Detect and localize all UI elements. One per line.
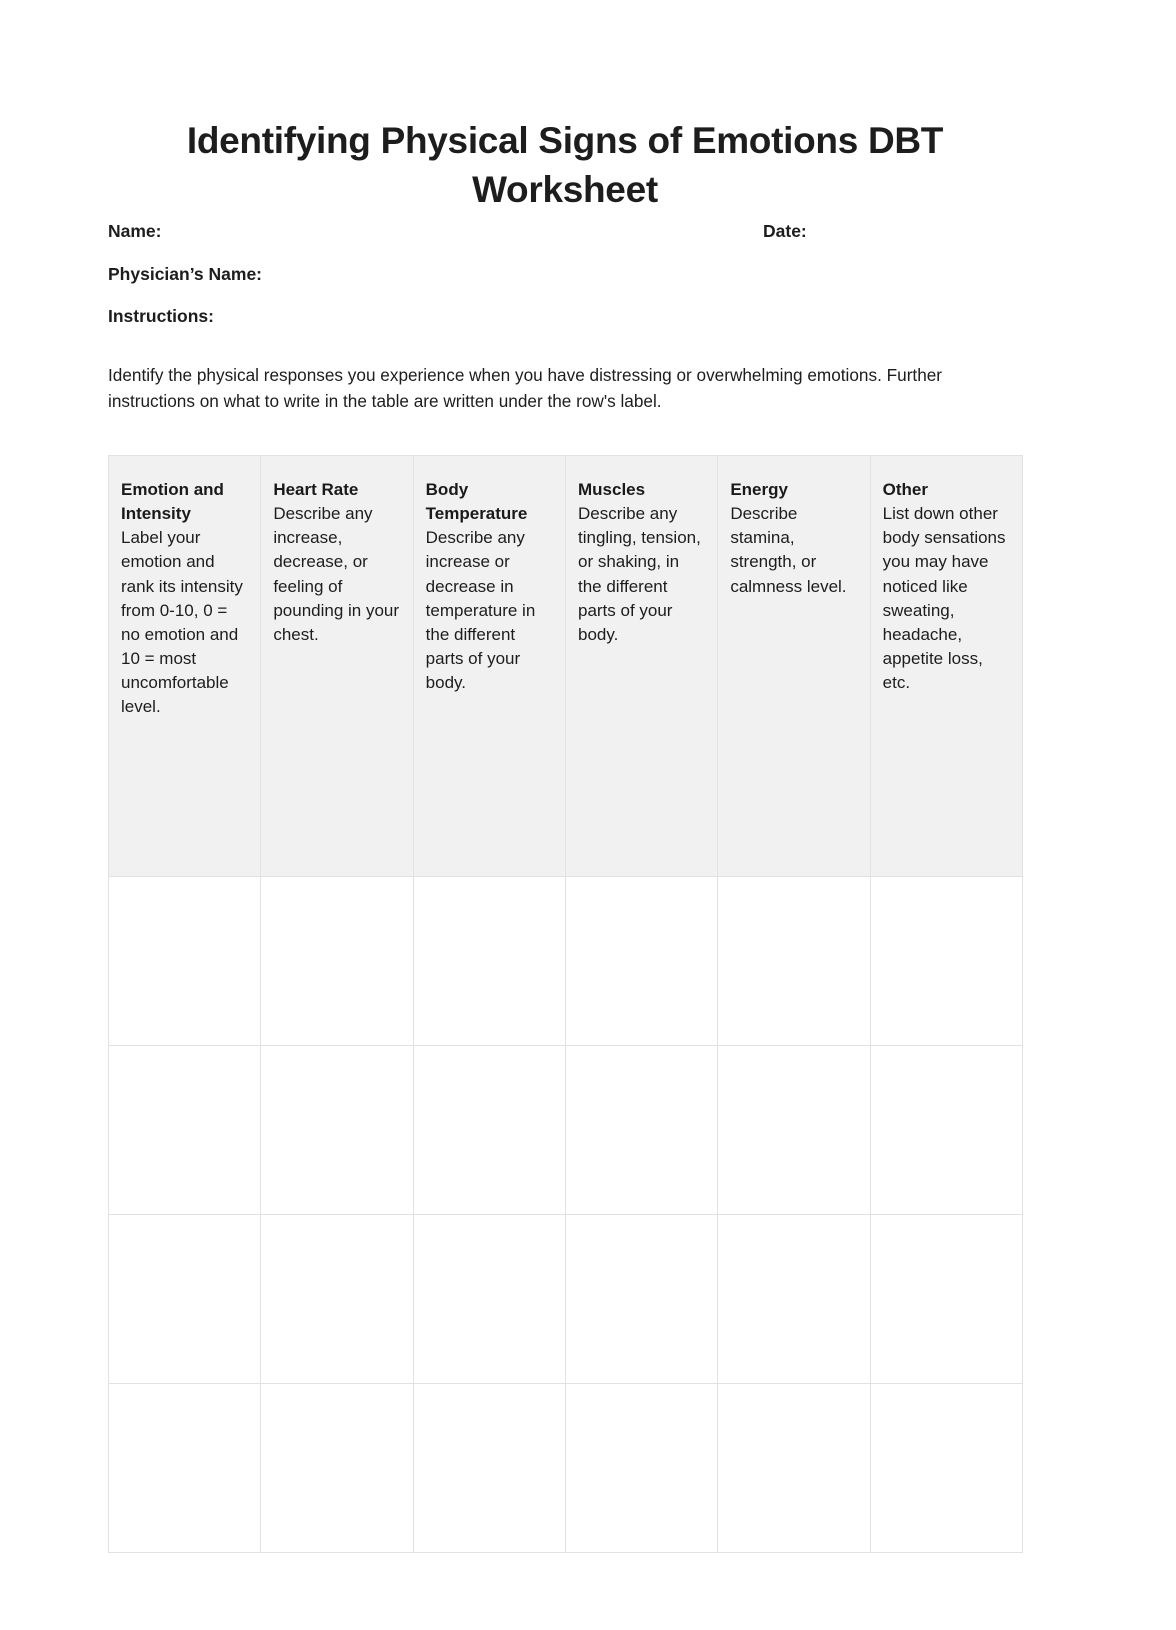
table-entry-cell[interactable] — [565, 1215, 717, 1384]
column-description: List down other body sensations you may have noticed like sweating, headache, appetite loss, etc. — [882, 504, 1006, 692]
column-header-muscles — [565, 456, 717, 877]
table-entry-cell[interactable] — [870, 1215, 1022, 1384]
column-title: Muscles — [577, 480, 646, 499]
column-description: Describe any increase or decrease in temperature in the different parts of your body. — [425, 528, 536, 692]
table-entry-cell[interactable] — [109, 1046, 261, 1215]
table-row — [109, 1046, 1023, 1215]
table-entry-cell[interactable] — [109, 1215, 261, 1384]
physical-signs-table — [108, 455, 1023, 1553]
column-title: Heart Rate — [273, 480, 359, 499]
table-entry-cell[interactable] — [261, 877, 413, 1046]
table-entry-cell[interactable] — [565, 1046, 717, 1215]
table-entry-cell[interactable] — [413, 1384, 565, 1553]
column-title: Energy — [730, 480, 788, 499]
column-description: Describe any increase, decrease, or feeling of pounding in your chest. — [273, 504, 400, 644]
table-entry-cell[interactable] — [261, 1046, 413, 1215]
column-description: Describe any tingling, tension, or shaking, in the different parts of your body. — [577, 504, 701, 644]
table-entry-cell[interactable] — [109, 877, 261, 1046]
table-entry-cell[interactable] — [718, 1384, 870, 1553]
column-header-body-temperature — [413, 456, 565, 877]
column-title: Body Temperature — [425, 480, 528, 524]
table-body — [109, 877, 1023, 1553]
table-entry-cell[interactable] — [261, 1384, 413, 1553]
instructions-label: Instructions: — [108, 306, 214, 326]
table-entry-cell[interactable] — [870, 1384, 1022, 1553]
table-row — [109, 877, 1023, 1046]
page-title: Identifying Physical Signs of Emotions DBT Worksheet — [186, 119, 944, 210]
column-header-emotion-and-intensity — [109, 456, 261, 877]
table-entry-cell[interactable] — [870, 1046, 1022, 1215]
column-header-energy — [718, 456, 870, 877]
table-entry-cell[interactable] — [261, 1215, 413, 1384]
instructions-text: Identify the physical responses you experience when you have distressing or overwhelming emotions. Further instructions on what to write in the table are written under the row's label. — [108, 365, 943, 412]
table-entry-cell[interactable] — [413, 1215, 565, 1384]
column-description: Describe stamina, strength, or calmness level. — [730, 504, 847, 596]
table-entry-cell[interactable] — [565, 877, 717, 1046]
date-field-label: Date: — [763, 221, 807, 241]
table-entry-cell[interactable] — [565, 1384, 717, 1553]
table-entry-cell[interactable] — [109, 1384, 261, 1553]
table-header-row — [109, 456, 1023, 877]
table-entry-cell[interactable] — [413, 877, 565, 1046]
table-entry-cell[interactable] — [718, 1215, 870, 1384]
column-header-other — [870, 456, 1022, 877]
table-entry-cell[interactable] — [870, 877, 1022, 1046]
column-title: Emotion and Intensity — [121, 480, 224, 524]
table-header — [109, 456, 1023, 877]
table-entry-cell[interactable] — [413, 1046, 565, 1215]
table-row — [109, 1384, 1023, 1553]
table-row — [109, 1215, 1023, 1384]
name-field-label: Name: — [108, 221, 162, 241]
column-header-heart-rate — [261, 456, 413, 877]
physician-name-field-label: Physician’s Name: — [108, 264, 263, 284]
table-entry-cell[interactable] — [718, 877, 870, 1046]
column-description: Label your emotion and rank its intensity from 0-10, 0 = no emotion and 10 = most uncomfortable level. — [121, 528, 243, 717]
table-entry-cell[interactable] — [718, 1046, 870, 1215]
column-title: Other — [882, 480, 928, 499]
